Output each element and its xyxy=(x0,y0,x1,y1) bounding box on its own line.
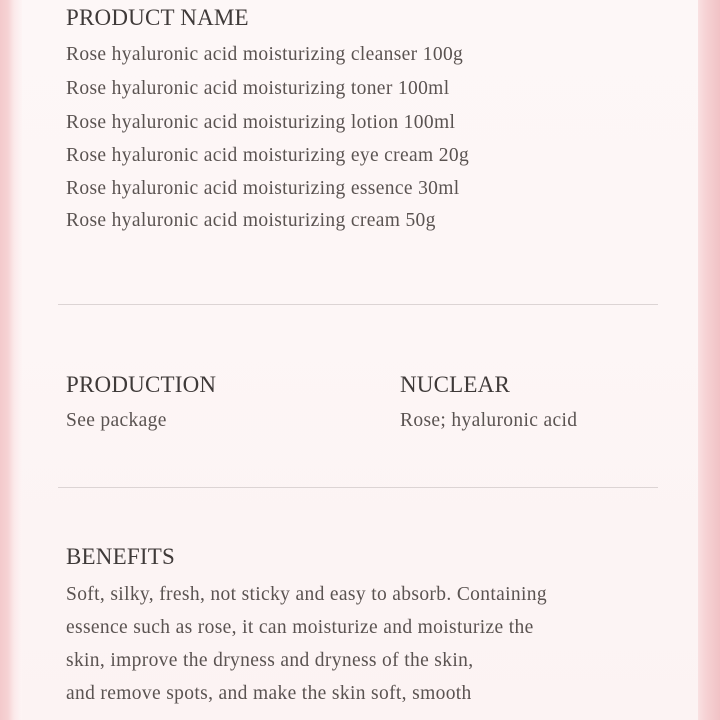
benefits-line: skin, improve the dryness and dryness of the skin, xyxy=(66,650,474,671)
benefits-line: essence such as rose, it can moisturize and moisturize the xyxy=(66,617,534,638)
production-value: See package xyxy=(66,410,167,431)
product-name-heading: PRODUCT NAME xyxy=(66,5,249,30)
benefits-line: Soft, silky, fresh, not sticky and easy to absorb. Containing xyxy=(66,584,547,605)
benefits-heading: BENEFITS xyxy=(66,544,175,569)
product-item-cleanser: Rose hyaluronic acid moisturizing cleanser 100g xyxy=(66,44,464,65)
nuclear-value: Rose; hyaluronic acid xyxy=(400,410,578,431)
product-item-lotion: Rose hyaluronic acid moisturizing lotion 100ml xyxy=(66,112,456,133)
product-item-toner: Rose hyaluronic acid moisturizing toner 100ml xyxy=(66,78,450,99)
nuclear-heading: NUCLEAR xyxy=(400,372,511,397)
section-divider xyxy=(58,304,658,305)
production-heading: PRODUCTION xyxy=(66,372,217,397)
product-item-essence: Rose hyaluronic acid moisturizing essence 30ml xyxy=(66,178,460,199)
product-item-eye-cream: Rose hyaluronic acid moisturizing eye cream 20g xyxy=(66,145,470,166)
section-divider xyxy=(58,487,658,488)
benefits-text xyxy=(66,578,666,710)
product-item-cream: Rose hyaluronic acid moisturizing cream 50g xyxy=(66,210,436,231)
benefits-line: and remove spots, and make the skin soft, smooth xyxy=(66,683,472,704)
